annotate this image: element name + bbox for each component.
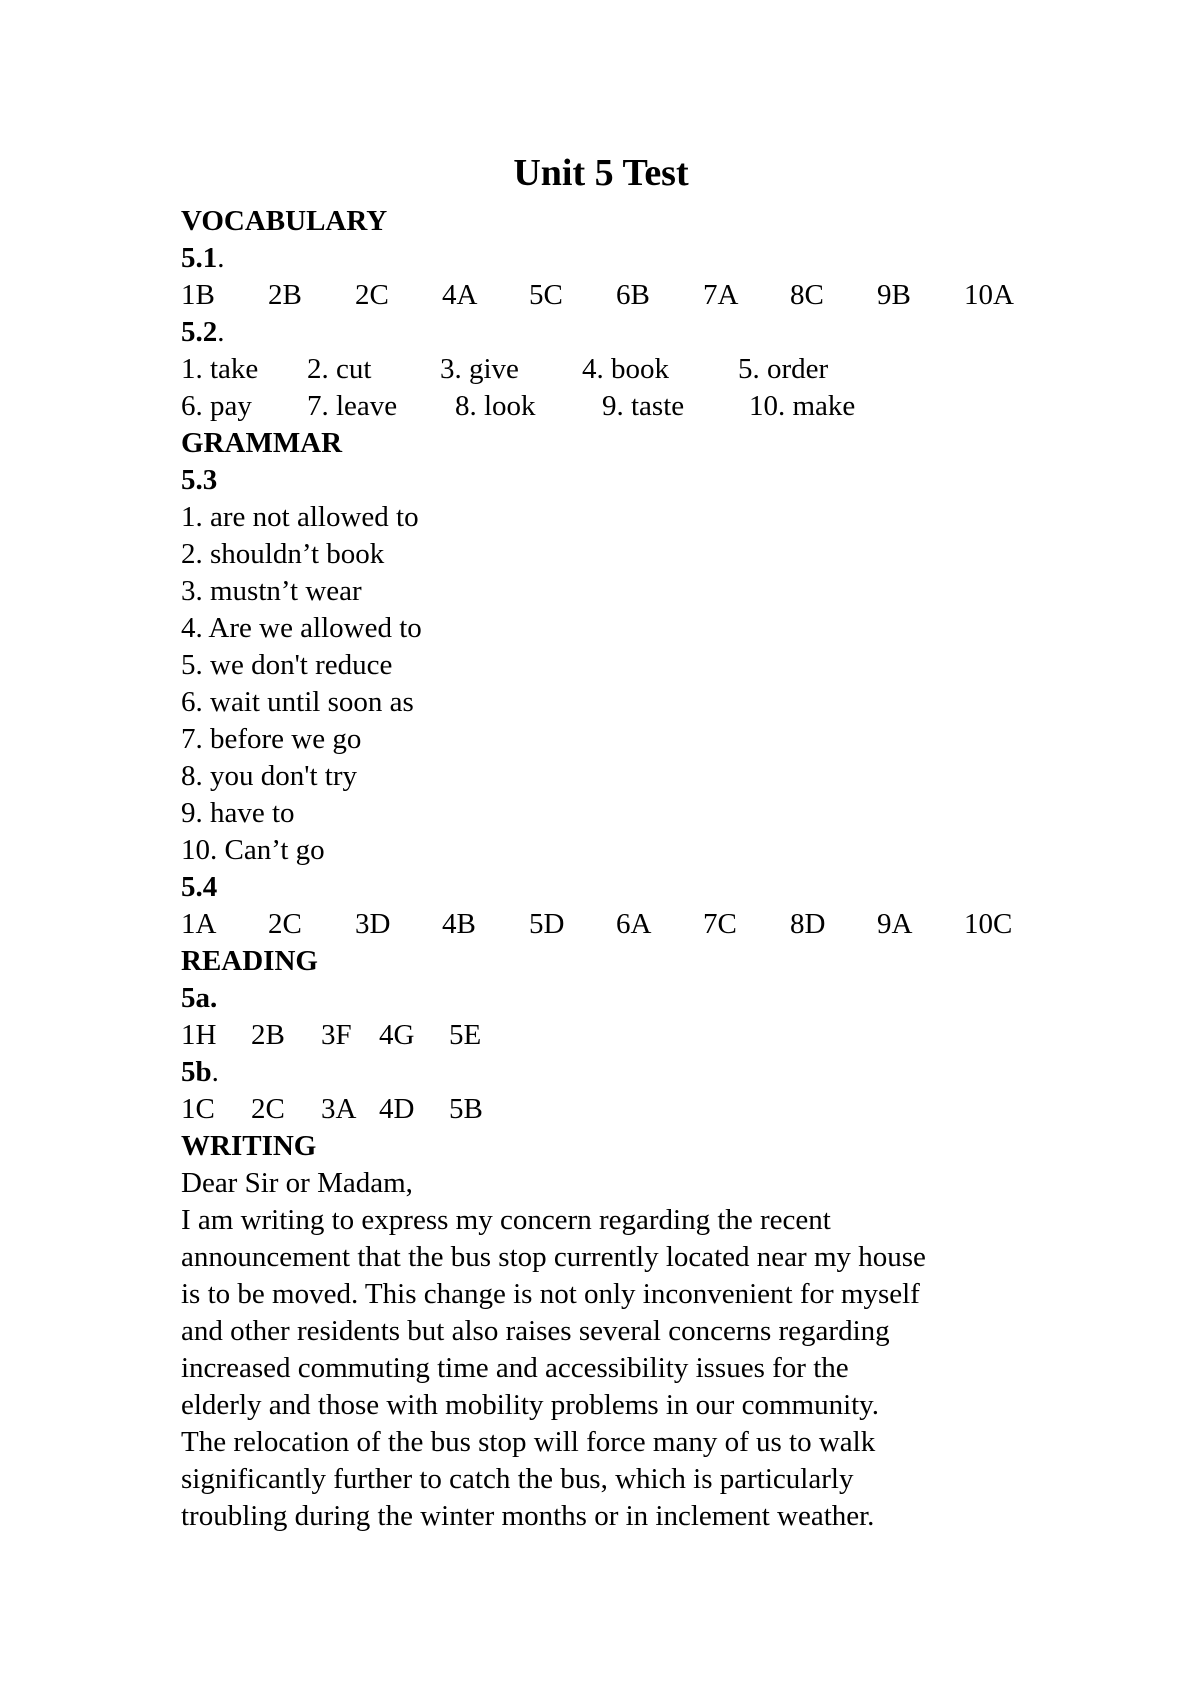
answer-item: 3D [355, 908, 391, 940]
letter-greeting: Dear Sir or Madam, [181, 1167, 413, 1199]
answer-item: 5B [449, 1093, 483, 1125]
answer-item: 10C [964, 908, 1013, 940]
answer-item: 4B [442, 908, 476, 940]
answer-item: 2B [251, 1019, 285, 1051]
section-label-text: 5a [181, 982, 210, 1014]
list-item: 7. before we go [181, 723, 362, 755]
answer-item: 9. taste [602, 390, 685, 422]
answer-item: 6A [616, 908, 652, 940]
answer-item: 10. make [749, 390, 856, 422]
section-5-4-label: 5.4 [181, 871, 218, 903]
section-5-4-answers [181, 906, 1081, 943]
section-label-text: 5b [181, 1056, 212, 1088]
letter-line: increased commuting time and accessibility issues for the [181, 1352, 849, 1384]
answer-item: 3A [321, 1093, 357, 1125]
letter-line: announcement that the bus stop currently located near my house [181, 1241, 926, 1273]
vocabulary-heading: VOCABULARY [181, 205, 388, 237]
answer-item: 5D [529, 908, 565, 940]
section-label-dot: . [210, 982, 218, 1014]
page-title: Unit 5 Test [513, 152, 689, 194]
answer-item: 5. order [738, 353, 829, 385]
letter-line: elderly and those with mobility problems in our community. [181, 1389, 880, 1421]
section-5b-label [181, 1054, 1081, 1091]
list-item: 5. we don't reduce [181, 649, 393, 681]
answer-item: 6B [616, 279, 650, 311]
answer-item: 10A [964, 279, 1014, 311]
answer-item: 7C [703, 908, 737, 940]
answer-item: 4A [442, 279, 478, 311]
section-label-text: 5.2 [181, 316, 218, 348]
answer-item: 1B [181, 279, 215, 311]
answer-item: 5C [529, 279, 563, 311]
list-item: 9. have to [181, 797, 295, 829]
section-label-text: 5.1 [181, 242, 218, 274]
answer-item: 6. pay [181, 390, 252, 422]
answer-item: 8D [790, 908, 826, 940]
answer-item: 2. cut [307, 353, 372, 385]
list-item: 3. mustn’t wear [181, 575, 362, 607]
list-item: 10. Can’t go [181, 834, 325, 866]
letter-body [181, 1202, 1041, 1535]
answer-item: 1A [181, 908, 217, 940]
answer-item: 7. leave [307, 390, 398, 422]
letter-line: I am writing to express my concern regarding the recent [181, 1204, 831, 1236]
answer-item: 2C [355, 279, 389, 311]
section-5-3-label: 5.3 [181, 464, 218, 496]
list-item: 6. wait until soon as [181, 686, 414, 718]
list-item: 8. you don't try [181, 760, 357, 792]
section-label-dot: . [211, 1056, 219, 1088]
section-5-1-answers [181, 277, 1081, 314]
answer-item: 8C [790, 279, 824, 311]
section-5a-answers [181, 1017, 1081, 1054]
answer-item: 9A [877, 908, 913, 940]
list-item: 2. shouldn’t book [181, 538, 385, 570]
grammar-heading: GRAMMAR [181, 427, 343, 459]
reading-heading: READING [181, 945, 318, 977]
writing-heading: WRITING [181, 1130, 317, 1162]
document-content [181, 143, 1081, 1535]
answer-item: 4. book [582, 353, 669, 385]
letter-line: is to be moved. This change is not only inconvenient for myself [181, 1278, 920, 1310]
answer-item: 4D [379, 1093, 415, 1125]
list-item: 4. Are we allowed to [181, 612, 422, 644]
answer-item: 8. look [455, 390, 536, 422]
section-label-dot: . [217, 316, 225, 348]
list-item: 1. are not allowed to [181, 501, 419, 533]
answer-item: 2C [268, 908, 302, 940]
letter-line: significantly further to catch the bus, which is particularly [181, 1463, 854, 1495]
section-label-dot: . [217, 242, 225, 274]
letter-line: and other residents but also raises several concerns regarding [181, 1315, 890, 1347]
answer-item: 5E [449, 1019, 482, 1051]
section-5-1-label [181, 240, 1081, 277]
section-5a-label [181, 980, 1081, 1017]
answer-item: 2C [251, 1093, 285, 1125]
answer-item: 2B [268, 279, 302, 311]
answer-item: 4G [379, 1019, 415, 1051]
section-5-2-label [181, 314, 1081, 351]
answer-item: 3. give [440, 353, 519, 385]
answer-item: 1C [181, 1093, 215, 1125]
section-5-2-row-2 [181, 388, 1081, 425]
section-5b-answers [181, 1091, 1081, 1128]
answer-item: 9B [877, 279, 911, 311]
letter-line: troubling during the winter months or in inclement weather. [181, 1500, 875, 1532]
letter-line: The relocation of the bus stop will force many of us to walk [181, 1426, 876, 1458]
answer-item: 1. take [181, 353, 259, 385]
section-5-2-row-1 [181, 351, 1081, 388]
answer-item: 1H [181, 1019, 217, 1051]
answer-item: 7A [703, 279, 739, 311]
answer-item: 3F [321, 1019, 352, 1051]
